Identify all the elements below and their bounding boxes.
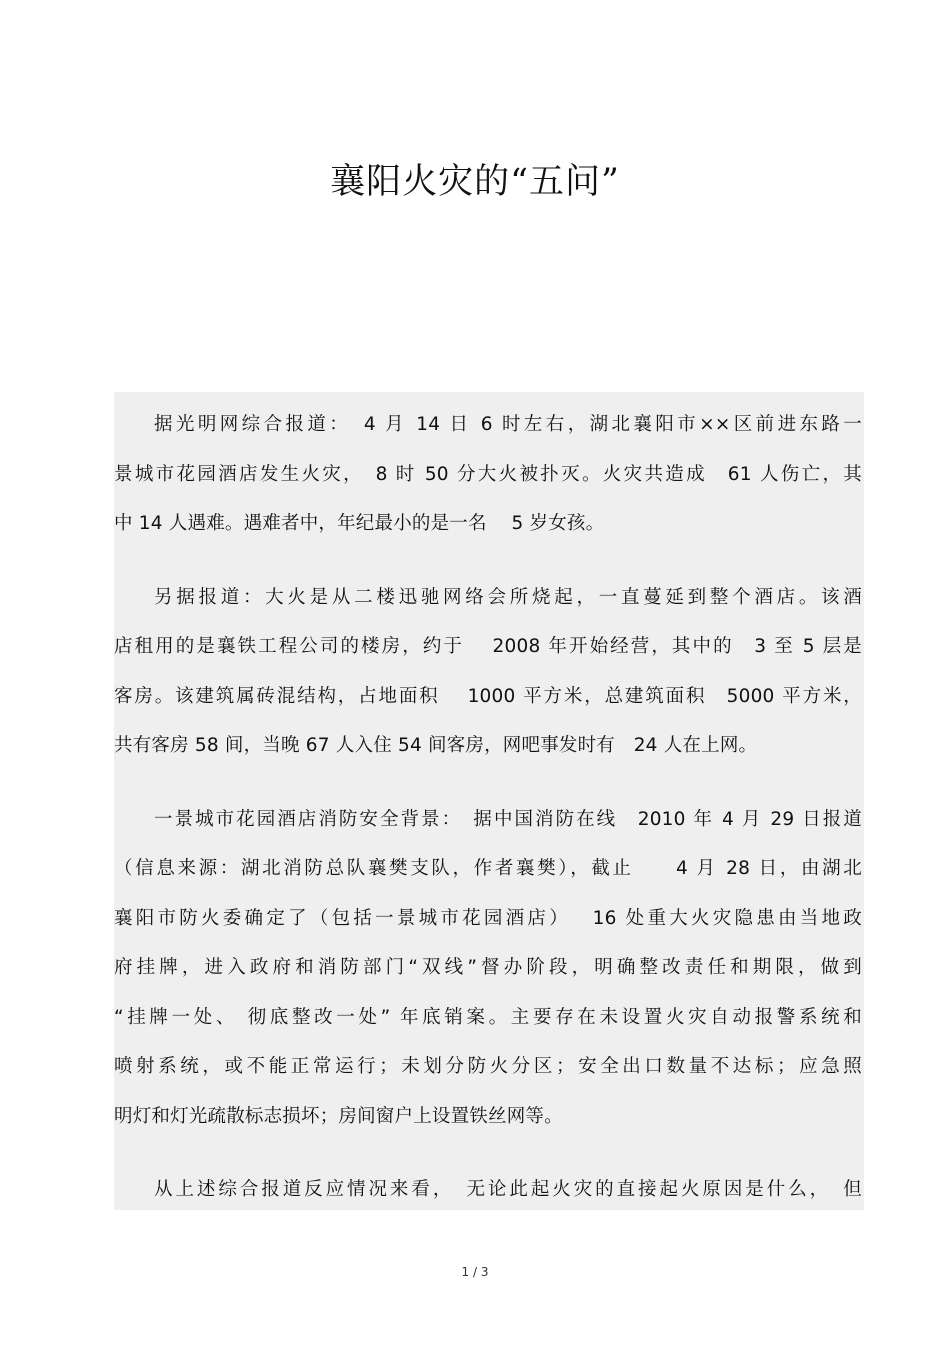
page-number: 1 / 3 bbox=[461, 1265, 489, 1279]
text-line: （信息来源：湖北消防总队襄樊支队，作者襄樊），截止 4 月 28 日，由湖北 bbox=[114, 858, 862, 879]
text-line: 中 14 人遇难。遇难者中，年纪最小的是一名 5 岁女孩。 bbox=[114, 513, 605, 534]
paragraph-2 bbox=[114, 573, 864, 771]
text-line: 明灯和灯光疏散标志损坏；房间窗户上设置铁丝网等。 bbox=[114, 1105, 563, 1127]
text-line: 喷射系统，或不能正常运行；未划分防火分区；安全出口数量不达标；应急照 bbox=[114, 1056, 862, 1077]
text-line: 店租用的是襄铁工程公司的楼房，约于 2008 年开始经营，其中的 3 至 5 层是 bbox=[114, 636, 862, 657]
text-line: 另据报道：大火是从二楼迅驰网络会所烧起，一直蔓延到整个酒店。该酒 bbox=[154, 586, 862, 608]
paragraph-4 bbox=[114, 1165, 864, 1210]
text-line: 襄阳市防火委确定了（包括一景城市花园酒店） 16 处重大火灾隐患由当地政 bbox=[114, 907, 862, 929]
page-title: 襄阳火灾的“五问” bbox=[330, 162, 620, 202]
text-line: 共有客房 58 间，当晚 67 人入住 54 间客房，网吧事发时有 24 人在上网。 bbox=[114, 735, 758, 756]
article-body bbox=[114, 392, 864, 1210]
text-line: 据光明网综合报道： 4 月 14 日 6 时左右，湖北襄阳市××区前进东路一 bbox=[154, 414, 862, 435]
text-line: 从上述综合报道反应情况来看， 无论此起火灾的直接起火原因是什么， 但 bbox=[154, 1179, 862, 1200]
text-line: 一景城市花园酒店消防安全背景： 据中国消防在线 2010 年 4 月 29 日报道 bbox=[154, 808, 862, 830]
paragraph-3 bbox=[114, 795, 864, 1142]
paragraph-1 bbox=[114, 400, 864, 549]
text-line: “挂牌一处、 彻底整改一处” 年底销案。主要存在未设置火灾自动报警系统和 bbox=[114, 1006, 862, 1028]
text-line: 府挂牌，进入政府和消防部门“双线”督办阶段，明确整改责任和期限，做到 bbox=[114, 957, 862, 978]
text-line: 景城市花园酒店发生火灾， 8 时 50 分大火被扑灭。火灾共造成 61 人伤亡，其 bbox=[114, 463, 862, 485]
text-line: 客房。该建筑属砖混结构，占地面积 1000 平方米，总建筑面积 5000 平方米， bbox=[114, 685, 862, 707]
